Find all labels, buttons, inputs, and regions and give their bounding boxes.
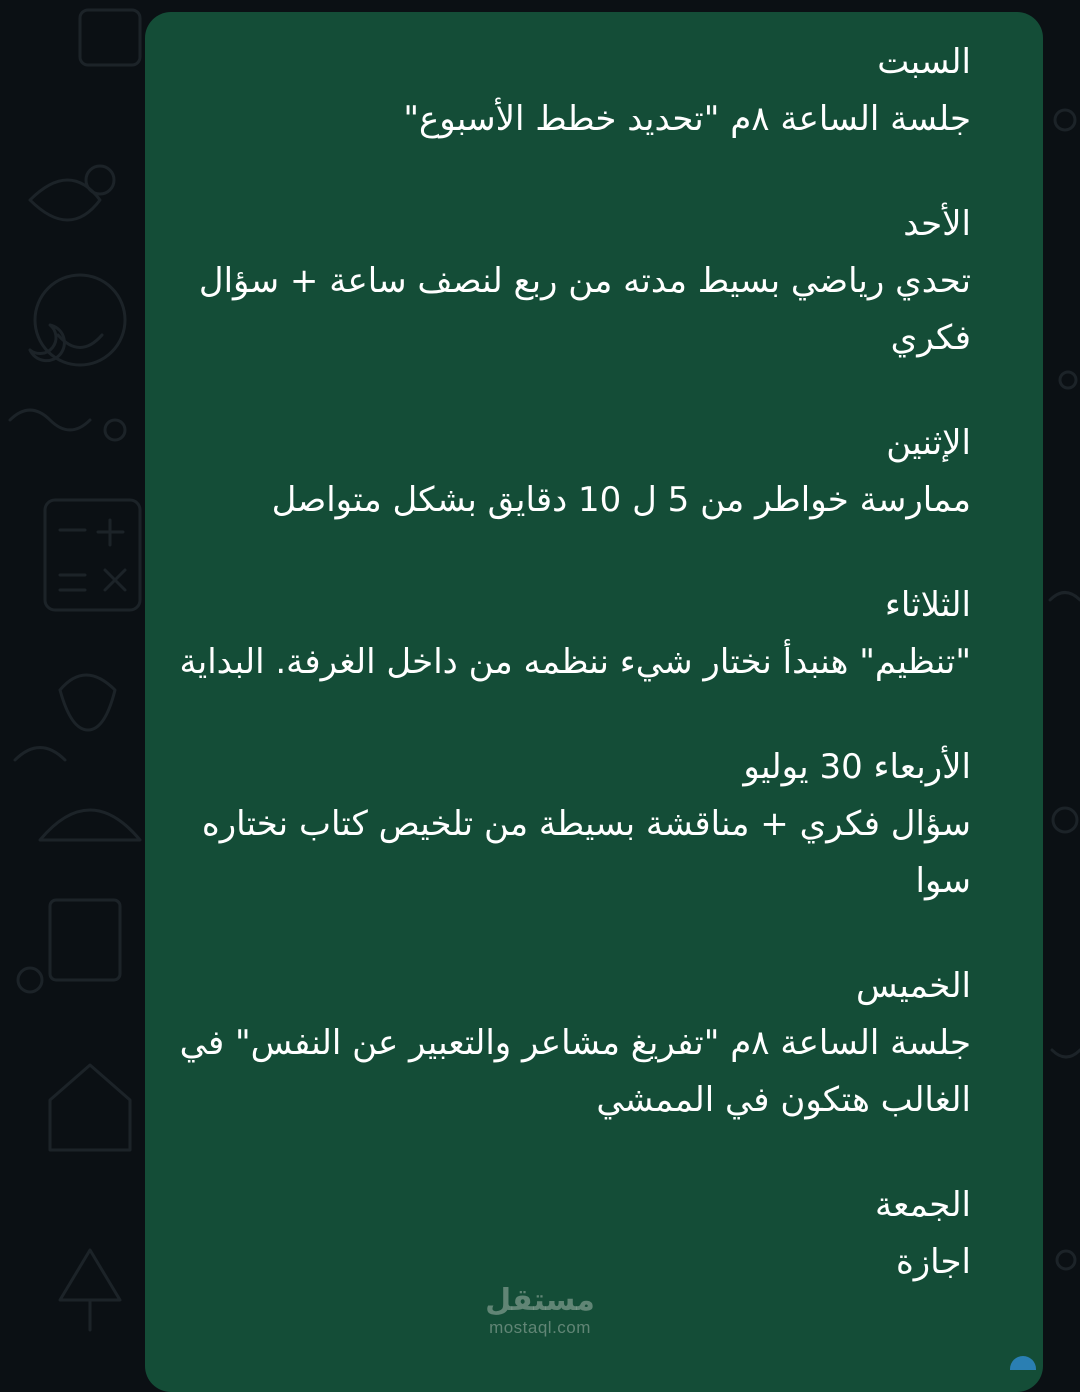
day-block-wednesday xyxy=(179,739,971,910)
day-title: الثلاثاء xyxy=(884,585,971,625)
house-icon xyxy=(50,1065,130,1150)
taco-icon xyxy=(40,810,140,840)
message-bubble[interactable] xyxy=(145,12,1043,1392)
day-body: تحدي رياضي بسيط مدته من ربع لنصف ساعة + سؤال فكري xyxy=(198,261,971,358)
day-body: جلسة الساعة ٨م "تفريغ مشاعر والتعبير عن النفس" في الغالب هتكون في الممشي xyxy=(179,1023,971,1120)
day-body: ممارسة خواطر من 5 ل 10 دقايق بشكل متواصل xyxy=(271,480,971,520)
day-body: اجازة xyxy=(895,1242,971,1282)
calculator-icon xyxy=(45,500,140,610)
day-title: الأربعاء 30 يوليو xyxy=(743,747,971,787)
day-title: الأحد xyxy=(903,204,971,244)
day-block-monday xyxy=(179,415,971,529)
day-block-tuesday xyxy=(179,577,971,691)
day-block-sunday xyxy=(179,196,971,367)
watermark-arabic: مستقل xyxy=(485,1283,595,1318)
day-title: الإثنين xyxy=(886,423,971,463)
mostaql-watermark xyxy=(470,1284,610,1344)
day-body: جلسة الساعة ٨م "تحديد خطط الأسبوع" xyxy=(403,99,971,139)
tree-icon xyxy=(60,1250,120,1330)
leaf-icon xyxy=(30,180,100,220)
day-title: الجمعة xyxy=(874,1185,971,1225)
calendar-icon xyxy=(80,10,140,65)
paw-icon xyxy=(60,675,115,730)
day-block-saturday xyxy=(179,34,971,148)
day-title: السبت xyxy=(877,42,971,82)
day-body: "تنظيم" هنبدأ نختار شيء ننظمه من داخل الغرفة. البداية xyxy=(179,642,971,682)
day-block-thursday xyxy=(179,958,971,1129)
day-block-friday xyxy=(179,1177,971,1291)
day-body: سؤال فكري + مناقشة بسيطة من تلخيص كتاب نختاره سوا xyxy=(201,804,971,901)
day-title: الخميس xyxy=(855,966,971,1006)
watermark-latin: mostaql.com xyxy=(489,1318,591,1337)
bag-icon xyxy=(50,900,120,980)
